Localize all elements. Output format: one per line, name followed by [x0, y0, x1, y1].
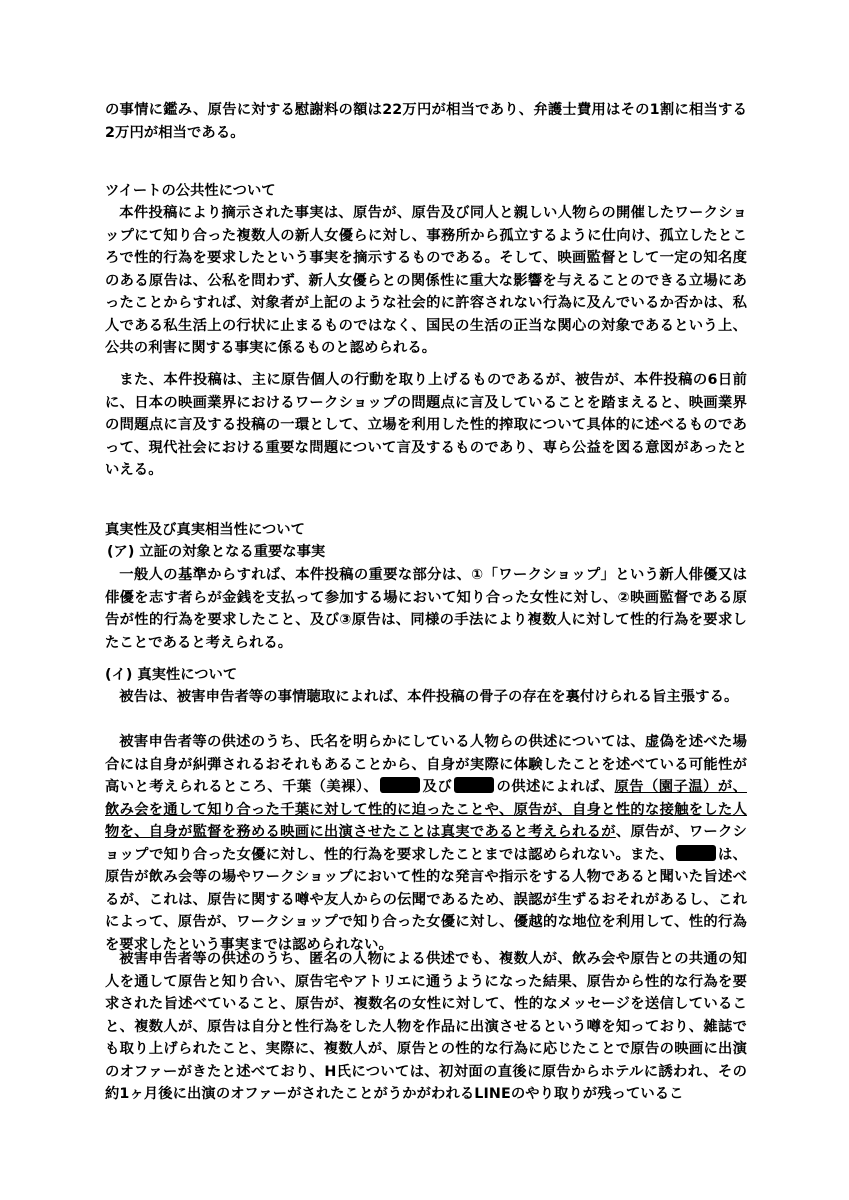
section-b-paragraph-2 [105, 731, 747, 956]
public-interest-heading: ツイートの公共性について [105, 183, 276, 199]
section-b-paragraph-1: 被告は、被害申告者等の事情聴取によれば、本件投稿の骨子の存在を裏付けられる旨主張する。 [119, 689, 739, 705]
b2-text-2: 及び [422, 779, 453, 795]
section-a-paragraph: 一般人の基準からすれば、本件投稿の重要な部分は、①「ワークショップ」という新人俳優又は俳優を志す者らが金銭を支払って参加する場において知り合った女性に対し、②映画監督である原告が性的行為を要求したこと、及び③原告は、同様の手法により複数人に対して性的行為を要求したことであると考えられる。 [105, 567, 747, 651]
intro-paragraph: の事情に鑑み、原告に対する慰謝料の額は22万円が相当であり、弁護士費用はその1割に相当する2万円が相当である。 [105, 102, 747, 141]
section-b-paragraph-3: 被害申告者等の供述のうち、匿名の人物による供述でも、複数人が、飲み会や原告との共通の知人を通して原告と知り合い、原告宅やアトリエに通うようになった結果、原告から性的な行為を要求された旨述べていること、原告が、複数名の女性に対して、性的なメッセージを送信していること、複数人が、原告は自分と性行為をした人物を作品に出演させるという噂を知っており、雑誌でも取り上げられたこと、実際に、複数人が、原告との性的な行為に応じたことで原告の映画に出演のオファーがきたと述べており、H氏については、初対面の直後に原告からホテルに誘われ、その約1ヶ月後に出演のオファーがされたことがうかがわれるLINEのやり取りが残っているこ [105, 951, 747, 1102]
redaction-block [454, 777, 494, 793]
section-b-heading: (イ) 真実性について [105, 667, 238, 683]
redaction-block [380, 777, 420, 793]
section-a-heading: (ア) 立証の対象となる重要な事実 [107, 544, 326, 560]
public-interest-paragraph-1: 本件投稿により摘示された事実は、原告が、原告及び同人と親しい人物らの開催したワークショップにて知り合った複数人の新人女優らに対し、事務所から孤立するように仕向け、孤立したところで性的行為を要求したという事実を摘示するものである。そして、映画監督として一定の知名度のある原告は、公私を問わず、新人女優らとの関係性に重大な影響を与えることのできる立場にあったことからすれば、対象者が上記のような社会的に許容されない行為に及んでいるか否かは、私人である私生活上の行状に止まるものではなく、国民の生活の正当な関心の対象であるという上、公共の利害に関する事実に係るものと認められる。 [105, 205, 747, 356]
truth-heading: 真実性及び真実相当性について [105, 522, 305, 538]
b2-text-3: の供述によれば、 [496, 779, 615, 795]
b2-text-4: 、原告が、ワークショップで知り合った女優に対し、性的行為を要求したことまでは認められない。また、 [105, 824, 748, 863]
redaction-block [676, 845, 716, 861]
public-interest-paragraph-2: また、本件投稿は、主に原告個人の行動を取り上げるものであるが、被告が、本件投稿の6日前に、日本の映画業界におけるワークショップの問題点に言及していることを踏まえると、映画業界の問題点に言及する投稿の一環として、立場を利用した性的搾取について具体的に述べるものであって、現代社会における重要な問題について言及するものであり、専ら公益を図る意図があったといえる。 [105, 372, 747, 478]
b2-text-5: は、原告が飲み会等の場やワークショップにおいて性的な発言や指示をする人物であると聞いた旨述べるが、これは、原告に関する噂や友人からの伝聞であるため、誤認が生ずるおそれがあるし、これによって、原告が、ワークショップで知り合った女優に対し、優越的な地位を利用して、性的行為を要求したという事実までは認められない。 [105, 846, 747, 953]
b2-text-1: 被害申告者等の供述のうち、氏名を明らかにしている人物らの供述については、虚偽を述べた場合には自身が糾弾されるおそれもあることから、自身が実際に体験したことを述べている可能性が高いと考えられるところ、千葉（美裸）、 [105, 734, 747, 795]
underlined-finding: 原告（園子温）が、飲み会を通して知り合った千葉に対して性的に迫ったことや、原告が、自身と性的な接触をした人物を、自身が監督を務める映画に出演させたことは真実であると考えられるが [105, 779, 747, 840]
